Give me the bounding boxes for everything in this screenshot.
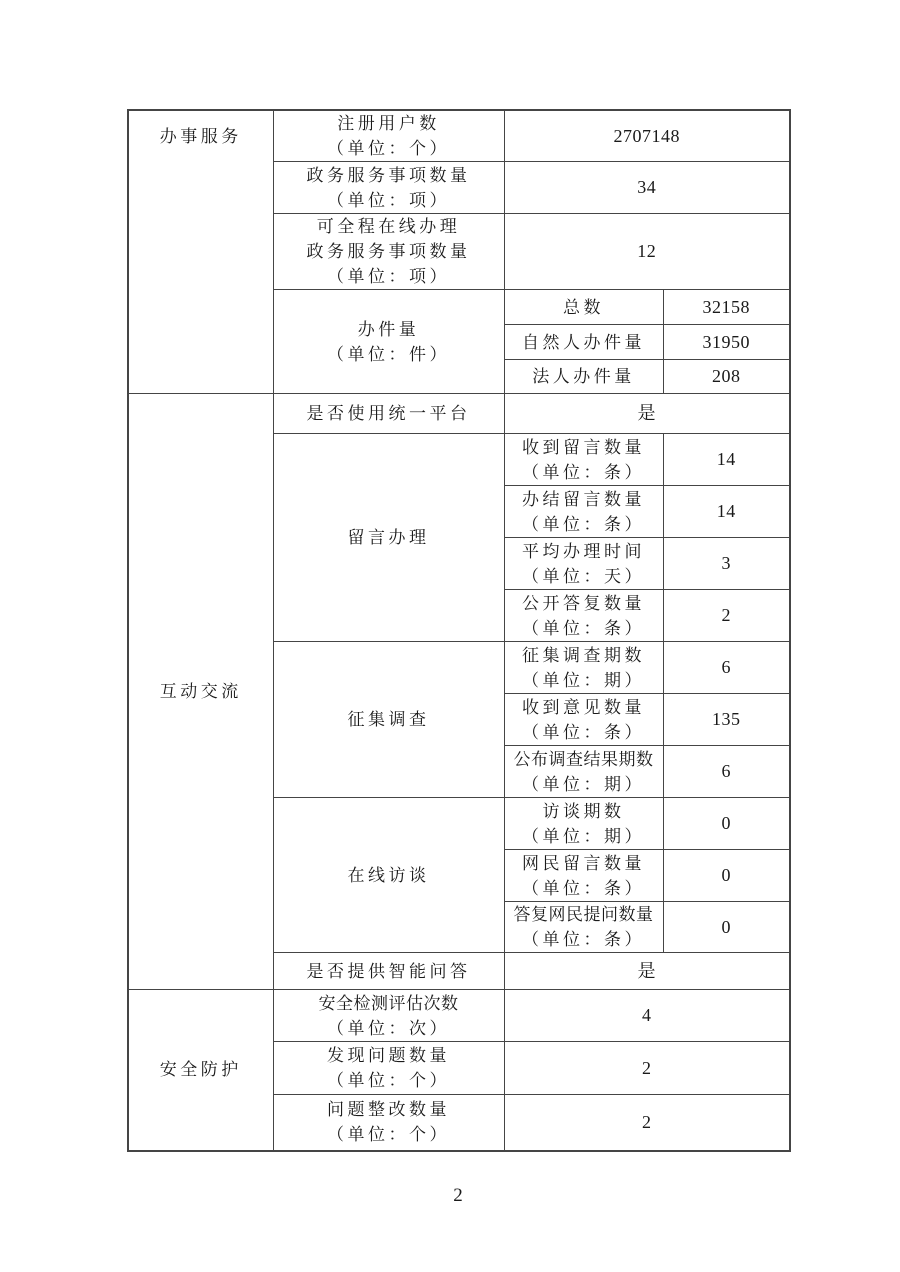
sublabel-questions-answered xyxy=(504,902,663,953)
label-online-interviews: 在线访谈 xyxy=(273,798,504,953)
unit-text: （单位：项） xyxy=(327,190,450,210)
sublabel-cases-total: 总数 xyxy=(504,290,663,325)
label-online-items xyxy=(273,214,504,290)
value-survey-periods: 6 xyxy=(663,642,790,694)
value-cases-legal: 208 xyxy=(663,360,790,394)
label-text: 发现问题数量 xyxy=(327,1046,450,1065)
sublabel-messages-completed xyxy=(504,486,663,538)
label-text: 网民留言数量 xyxy=(522,853,645,873)
label-text: 安全检测评估次数 xyxy=(318,993,459,1013)
value-cases-total: 32158 xyxy=(663,290,790,325)
value-service-items: 34 xyxy=(504,162,790,214)
value-opinions-received: 135 xyxy=(663,694,790,746)
sublabel-avg-handling-time xyxy=(504,538,663,590)
sublabel-opinions-received xyxy=(504,694,663,746)
label-text: 平均办理时间 xyxy=(522,541,645,561)
unit-text: （单位：条） xyxy=(522,722,645,742)
label-text-line2: 政务服务事项数量 xyxy=(306,242,471,261)
unit-text: （单位：个） xyxy=(327,1125,450,1145)
unit-text: （单位：件） xyxy=(327,344,450,364)
label-text: 征集调查期数 xyxy=(522,645,645,665)
label-text: 问题整改数量 xyxy=(327,1100,450,1120)
label-message-handling: 留言办理 xyxy=(273,434,504,642)
label-problems-rectified xyxy=(273,1095,504,1151)
label-text: 注册用户数 xyxy=(337,114,440,133)
label-registered-users xyxy=(273,110,504,162)
label-text: 政务服务事项数量 xyxy=(306,165,471,185)
label-text: 公布调查结果期数 xyxy=(513,749,654,769)
row-security-assessments xyxy=(128,990,790,1042)
value-avg-handling-time: 3 xyxy=(663,538,790,590)
label-smart-qa: 是否提供智能问答 xyxy=(273,953,504,990)
value-smart-qa: 是 xyxy=(504,953,790,990)
value-cases-natural: 31950 xyxy=(663,325,790,360)
label-text: 访谈期数 xyxy=(542,801,625,821)
value-messages-completed: 14 xyxy=(663,486,790,538)
sublabel-netizen-messages xyxy=(504,850,663,902)
value-problems-rectified: 2 xyxy=(504,1095,790,1151)
row-registered-users xyxy=(128,110,790,162)
value-registered-users: 2707148 xyxy=(504,110,790,162)
unit-text: （单位：期） xyxy=(522,774,645,794)
unit-text: （单位：条） xyxy=(522,514,645,534)
sublabel-results-published xyxy=(504,746,663,798)
group-label-service: 办事服务 xyxy=(128,110,273,394)
value-interview-periods: 0 xyxy=(663,798,790,850)
value-problems-found: 2 xyxy=(504,1042,790,1095)
label-text: 收到留言数量 xyxy=(522,437,645,457)
group-label-interaction: 互动交流 xyxy=(128,394,273,990)
label-text: 办结留言数量 xyxy=(522,489,645,509)
unit-text: （单位：项） xyxy=(327,267,450,286)
label-text: 答复网民提问数量 xyxy=(513,905,654,924)
value-public-replies: 2 xyxy=(663,590,790,642)
value-unified-platform: 是 xyxy=(504,394,790,434)
group-label-security: 安全防护 xyxy=(128,990,273,1151)
unit-text: （单位：天） xyxy=(522,566,645,586)
unit-text: （单位：条） xyxy=(522,462,645,482)
value-security-assessments: 4 xyxy=(504,990,790,1042)
unit-text: （单位：条） xyxy=(522,618,645,638)
sublabel-public-replies xyxy=(504,590,663,642)
value-messages-received: 14 xyxy=(663,434,790,486)
unit-text: （单位：条） xyxy=(522,930,645,949)
sublabel-interview-periods xyxy=(504,798,663,850)
label-unified-platform: 是否使用统一平台 xyxy=(273,394,504,434)
report-table xyxy=(127,109,791,1152)
row-unified-platform xyxy=(128,394,790,434)
value-netizen-messages: 0 xyxy=(663,850,790,902)
sublabel-survey-periods xyxy=(504,642,663,694)
label-text: 办件量 xyxy=(357,319,420,339)
label-service-items xyxy=(273,162,504,214)
value-online-items: 12 xyxy=(504,214,790,290)
unit-text: （单位：个） xyxy=(327,1071,450,1090)
page-number: 2 xyxy=(453,1185,463,1206)
unit-text: （单位：次） xyxy=(327,1018,450,1038)
label-text-line1: 可全程在线办理 xyxy=(316,217,461,236)
label-text: 收到意见数量 xyxy=(522,697,645,717)
unit-text: （单位：条） xyxy=(522,878,645,898)
label-security-assessments xyxy=(273,990,504,1042)
sublabel-cases-legal: 法人办件量 xyxy=(504,360,663,394)
unit-text: （单位：期） xyxy=(522,826,645,846)
unit-text: （单位：期） xyxy=(522,670,645,690)
value-results-published: 6 xyxy=(663,746,790,798)
unit-text: （单位：个） xyxy=(327,139,450,158)
label-text: 公开答复数量 xyxy=(522,593,645,613)
label-cases xyxy=(273,290,504,394)
label-problems-found xyxy=(273,1042,504,1095)
label-survey-collection: 征集调查 xyxy=(273,642,504,798)
value-questions-answered: 0 xyxy=(663,902,790,953)
sublabel-cases-natural: 自然人办件量 xyxy=(504,325,663,360)
sublabel-messages-received xyxy=(504,434,663,486)
